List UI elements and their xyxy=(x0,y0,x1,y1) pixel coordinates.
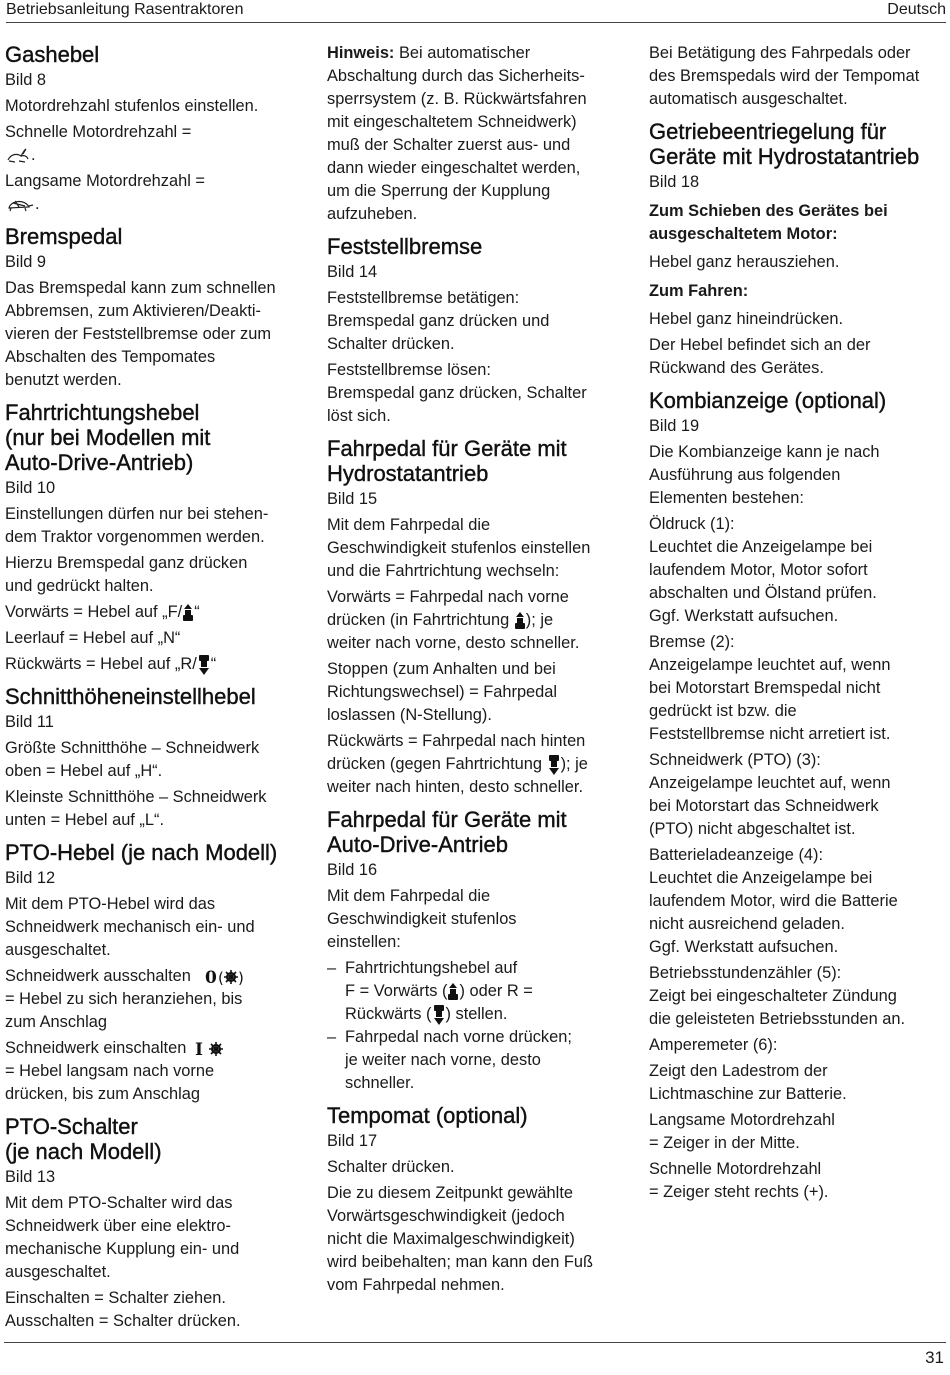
paragraph: Schneidwerk (PTO) (3): Anzeigelampe leuchtet auf, wenn bei Motorstart das Schneidwerk (PTO) nicht abgeschaltet ist. xyxy=(649,751,891,838)
forward-tractor-icon xyxy=(447,983,459,1001)
svg-text:I: I xyxy=(195,1039,204,1059)
paragraph: Leerlauf = Hebel auf „N“ xyxy=(5,629,181,647)
heading-kombianzeige: Kombianzeige (optional) xyxy=(649,388,887,413)
paragraph: = Hebel zu sich heranziehen, bis zum Anschlag xyxy=(5,990,243,1031)
paragraph: Kleinste Schnitthöhe – Schneidwerk unten = Hebel auf „L“. xyxy=(5,788,267,829)
paragraph: Schalter drücken. xyxy=(327,1158,455,1176)
paragraph: Hebel ganz herausziehen. xyxy=(649,253,840,271)
heading-fahrtrichtungshebel: Fahrtrichtungshebel (nur bei Modellen mit Auto-Drive-Antrieb) xyxy=(5,400,211,475)
paragraph: Mit dem PTO-Hebel wird das Schneidwerk mechanisch ein- und ausgeschaltet. xyxy=(5,895,255,959)
bild-ref: Bild 12 xyxy=(5,869,56,887)
bild-ref: Bild 16 xyxy=(327,861,378,879)
paragraph: Amperemeter (6): xyxy=(649,1036,778,1054)
paragraph: Schneidwerk ausschalten 0 ( ) xyxy=(5,965,305,988)
paragraph: Schnelle Motordrehzahl = . xyxy=(5,123,192,164)
paragraph: Feststellbremse lösen: Bremspedal ganz drücken, Schalter löst sich. xyxy=(327,361,587,425)
bild-ref: Bild 14 xyxy=(327,263,378,281)
paragraph: Bremse (2): Anzeigelampe leuchtet auf, wenn bei Motorstart Bremspedal nicht gedrückt ist bzw. die Feststellbremse nicht arretiert ist. xyxy=(649,633,891,743)
heading-getriebeentriegelung: Getriebeentriegelung für Geräte mit Hydrostatantrieb xyxy=(649,119,920,169)
paragraph: Die Kombianzeige kann je nach Ausführung aus folgenden Elementen bestehen: xyxy=(649,443,880,507)
paragraph: Vorwärts = Fahrpedal nach vorne drücken (in Fahrtrichtung ); je weiter nach vorne, desto schneller. xyxy=(327,588,580,652)
paragraph: Öldruck (1): Leuchtet die Anzeigelampe bei laufendem Motor, Motor sofort abschalten und Ölstand prüfen. Ggf. Werkstatt aufsuchen. xyxy=(649,515,877,625)
svg-text:(: ( xyxy=(217,968,224,987)
bild-ref: Bild 11 xyxy=(5,713,54,731)
paragraph: Hebel ganz hineindrücken. xyxy=(649,310,844,328)
heading-pto-schalter: PTO-Schalter (je nach Modell) xyxy=(5,1114,162,1164)
bild-ref: Bild 18 xyxy=(649,173,700,191)
turtle-icon xyxy=(5,197,35,213)
paragraph: Zeigt den Ladestrom der Lichtmaschine zur Batterie. xyxy=(649,1062,847,1103)
heading-schnitthoehe: Schnitthöheneinstellhebel xyxy=(5,684,256,709)
column-middle xyxy=(327,42,632,1300)
reverse-tractor-icon xyxy=(547,755,561,775)
note-paragraph: Hinweis: Bei automatischer Abschaltung durch das Sicherheits- sperrsystem (z. B. Rückwärtsfahren mit eingeschaltetem Schneidwerk) muß der Schalter zuerst aus- und dann wieder eingeschaltet werden, um die Sperrung der Kupplung aufzuheben. xyxy=(327,44,587,223)
bild-ref: Bild 13 xyxy=(5,1168,56,1186)
paragraph: Batterieladeanzeige (4): Leuchtet die Anzeigelampe bei laufendem Motor, wird die Batterie nicht ausreichend geladen. Ggf. Werkstatt aufsuchen. xyxy=(649,846,898,956)
paragraph: Rückwärts = Hebel auf „R/ “ xyxy=(5,655,217,673)
bild-ref: Bild 17 xyxy=(327,1132,378,1150)
paragraph: Einschalten = Schalter ziehen. xyxy=(5,1289,226,1307)
heading-tempomat: Tempomat (optional) xyxy=(327,1103,528,1128)
heading-fahrpedal-hydro: Fahrpedal für Geräte mit Hydrostatantrieb xyxy=(327,436,567,486)
instruction-list xyxy=(327,957,632,1095)
paragraph: = Hebel langsam nach vorne drücken, bis zum Anschlag xyxy=(5,1062,215,1103)
bild-ref: Bild 8 xyxy=(5,71,47,89)
pto-off-icon xyxy=(205,967,247,987)
footer-divider xyxy=(4,1342,946,1343)
paragraph: Betriebsstundenzähler (5): Zeigt bei eingeschalteter Zündung die geleisteten Betriebsstunden an. xyxy=(649,964,906,1028)
subheading: Zum Schieben des Gerätes bei ausgeschaltetem Motor: xyxy=(649,202,888,243)
paragraph: Langsame Motordrehzahl = Zeiger in der Mitte. xyxy=(649,1111,835,1152)
paragraph: Die zu diesem Zeitpunkt gewählte Vorwärtsgeschwindigkeit (jedoch nicht die Maximalgeschwindigkeit) wird beibehalten; man kann den Fuß vom Fahrpedal nehmen. xyxy=(327,1184,594,1294)
page-header xyxy=(6,0,946,23)
reverse-tractor-icon xyxy=(432,1005,446,1025)
header-language: Deutsch xyxy=(887,1,946,18)
paragraph: Rückwärts = Fahrpedal nach hinten drücken (gegen Fahrtrichtung ); je weiter nach hinten, desto schneller. xyxy=(327,732,588,796)
page-number: 31 xyxy=(925,1348,944,1367)
paragraph: Langsame Motordrehzahl = . xyxy=(5,172,205,213)
paragraph: Vorwärts = Hebel auf „F/ “ xyxy=(5,603,200,621)
paragraph: Ausschalten = Schalter drücken. xyxy=(5,1312,241,1330)
bild-ref: Bild 15 xyxy=(327,490,378,508)
paragraph: Größte Schnitthöhe – Schneidwerk oben = Hebel auf „H“. xyxy=(5,739,260,780)
forward-tractor-icon xyxy=(514,612,526,630)
paragraph: Mit dem Fahrpedal die Geschwindigkeit stufenlos einstellen und die Fahrtrichtung wechseln: xyxy=(327,516,591,580)
paragraph: Schnelle Motordrehzahl = Zeiger steht rechts (+). xyxy=(649,1160,829,1201)
heading-feststellbremse: Feststellbremse xyxy=(327,234,483,259)
note-label: Hinweis: xyxy=(327,44,395,62)
paragraph: Einstellungen dürfen nur bei stehen- dem Traktor vorgenommen werden. xyxy=(5,505,269,546)
list-item: – Fahrtrichtungshebel auf F = Vorwärts ( ) oder R = Rückwärts ( ) stellen. xyxy=(327,957,632,1026)
paragraph: Der Hebel befindet sich an der Rückwand des Gerätes. xyxy=(649,336,871,377)
bild-ref: Bild 10 xyxy=(5,479,56,497)
paragraph: Mit dem PTO-Schalter wird das Schneidwerk über eine elektro- mechanische Kupplung ein- und ausgeschaltet. xyxy=(5,1194,240,1281)
paragraph: Hierzu Bremspedal ganz drücken und gedrückt halten. xyxy=(5,554,248,595)
heading-pto-hebel: PTO-Hebel (je nach Modell) xyxy=(5,840,278,865)
paragraph: Stoppen (zum Anhalten und bei Richtungswechsel) = Fahrpedal loslassen (N-Stellung). xyxy=(327,660,558,724)
heading-gashebel: Gashebel xyxy=(5,42,100,67)
paragraph: Bei Betätigung des Fahrpedals oder des Bremspedals wird der Tempomat automatisch ausgeschaltet. xyxy=(649,44,920,108)
list-item: – Fahrpedal nach vorne drücken; je weiter nach vorne, desto schneller. xyxy=(327,1026,632,1095)
svg-text:): ) xyxy=(237,968,244,987)
column-right xyxy=(649,42,946,1207)
bild-ref: Bild 9 xyxy=(5,253,47,271)
heading-fahrpedal-auto: Fahrpedal für Geräte mit Auto-Drive-Antrieb xyxy=(327,807,567,857)
svg-text:0: 0 xyxy=(204,967,217,987)
subheading: Zum Fahren: xyxy=(649,282,749,300)
heading-bremspedal: Bremspedal xyxy=(5,224,123,249)
pto-on-icon xyxy=(195,1039,225,1059)
bild-ref: Bild 19 xyxy=(649,417,700,435)
reverse-tractor-icon xyxy=(197,655,211,675)
paragraph: Feststellbremse betätigen: Bremspedal ganz drücken und Schalter drücken. xyxy=(327,289,550,353)
paragraph: Schneidwerk einschalten I xyxy=(5,1037,305,1060)
paragraph: Mit dem Fahrpedal die Geschwindigkeit stufenlos einstellen: xyxy=(327,887,517,951)
forward-tractor-icon xyxy=(182,604,194,622)
header-title: Betriebsanleitung Rasentraktoren xyxy=(6,1,244,18)
column-left xyxy=(5,42,305,1336)
paragraph: Motordrehzahl stufenlos einstellen. xyxy=(5,97,259,115)
paragraph: Das Bremspedal kann zum schnellen Abbremsen, zum Aktivieren/Deakti- vieren der Feststellbremse oder zum Abschalten des Tempomates benutzt werden. xyxy=(5,279,276,389)
hare-icon xyxy=(5,148,31,164)
